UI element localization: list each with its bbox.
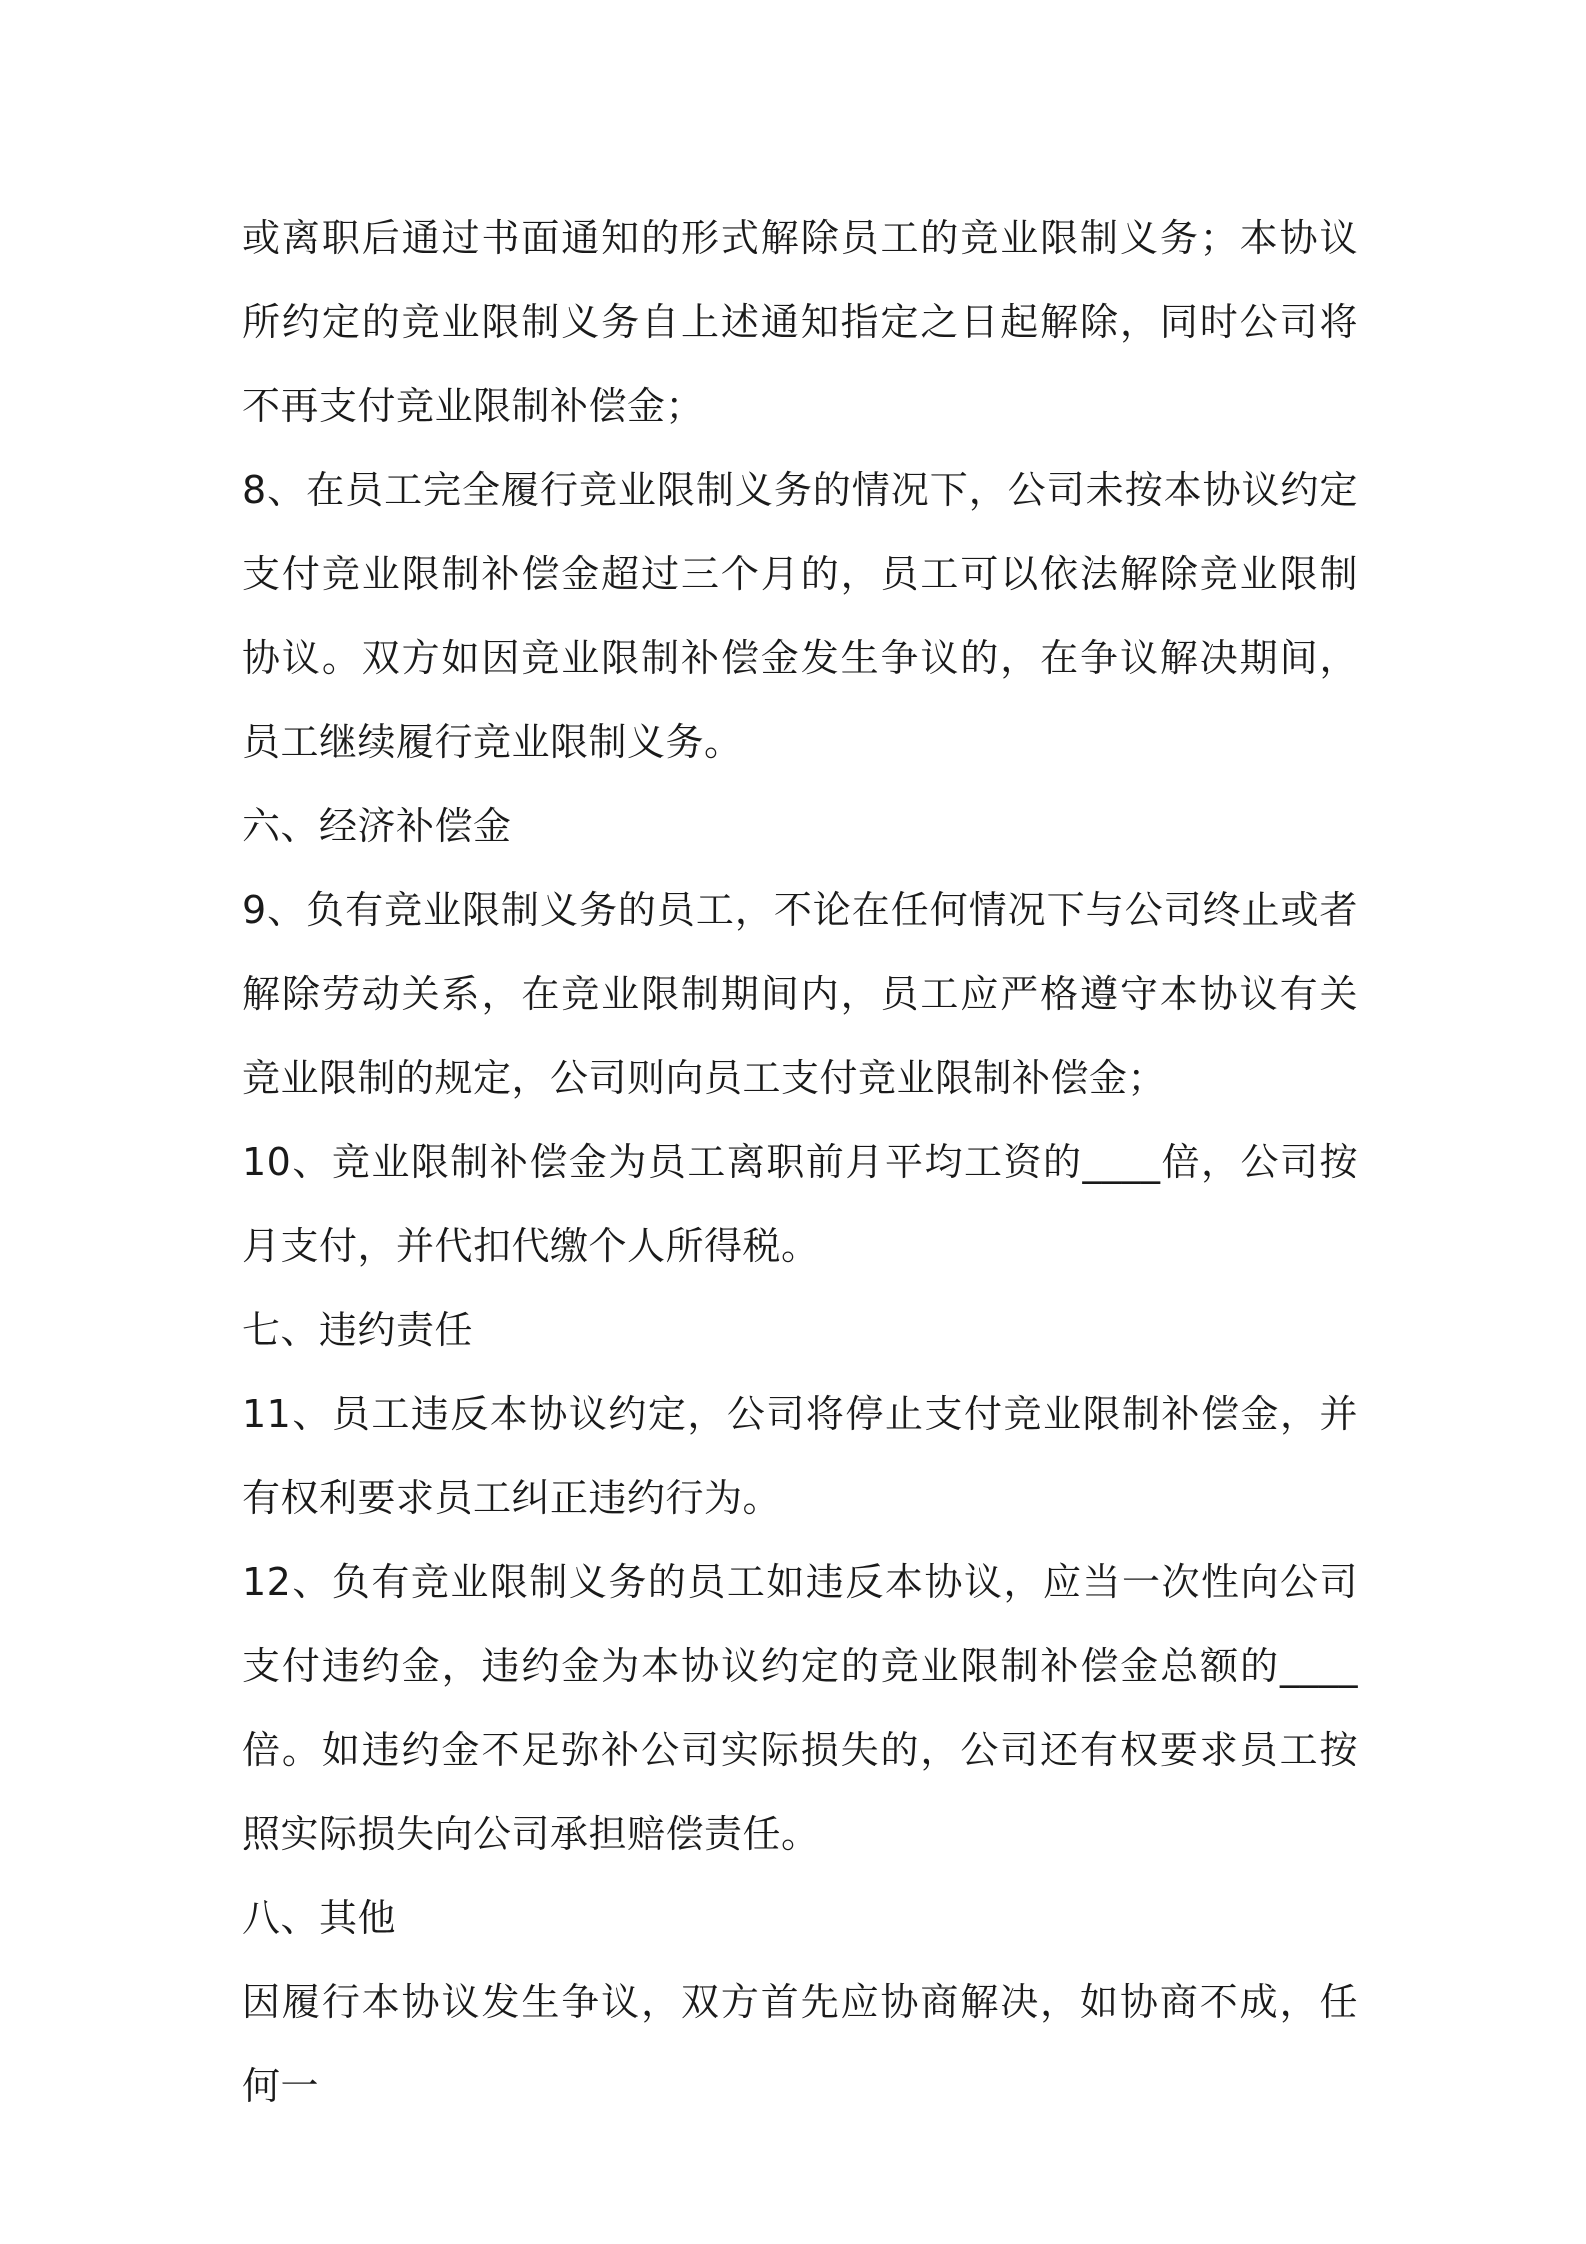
section-heading-economic-compensation: 六、经济补偿金 [242,804,512,848]
paragraph-dispute-resolution: 因履行本协议发生争议，双方首先应协商解决，如协商不成，任何一 [242,1980,1358,2108]
clause-10: 10、竞业限制补偿金为员工离职前月平均工资的____倍，公司按月支付，并代扣代缴个人所得税。 [242,1140,1358,1268]
section-heading-other: 八、其他 [242,1896,397,1940]
clause-9: 9、负有竞业限制义务的员工，不论在任何情况下与公司终止或者解除劳动关系，在竞业限制期间内，员工应严格遵守本协议有关竞业限制的规定，公司则向员工支付竞业限制补偿金； [242,888,1358,1100]
clause-11: 11、员工违反本协议约定，公司将停止支付竞业限制补偿金，并有权利要求员工纠正违约行为。 [242,1392,1358,1520]
document-body [242,196,1358,2128]
clause-12: 12、负有竞业限制义务的员工如违反本协议，应当一次性向公司支付违约金，违约金为本协议约定的竞业限制补偿金总额的____倍。如违约金不足弥补公司实际损失的，公司还有权要求员工按照实际损失向公司承担赔偿责任。 [242,1560,1358,1856]
section-heading-liability: 七、违约责任 [242,1308,474,1352]
clause-8: 8、在员工完全履行竞业限制义务的情况下，公司未按本协议约定支付竞业限制补偿金超过三个月的，员工可以依法解除竞业限制协议。双方如因竞业限制补偿金发生争议的，在争议解决期间，员工继续履行竞业限制义务。 [242,468,1358,764]
paragraph-termination-notice: 或离职后通过书面通知的形式解除员工的竞业限制义务；本协议所约定的竞业限制义务自上述通知指定之日起解除，同时公司将不再支付竞业限制补偿金； [242,216,1358,428]
